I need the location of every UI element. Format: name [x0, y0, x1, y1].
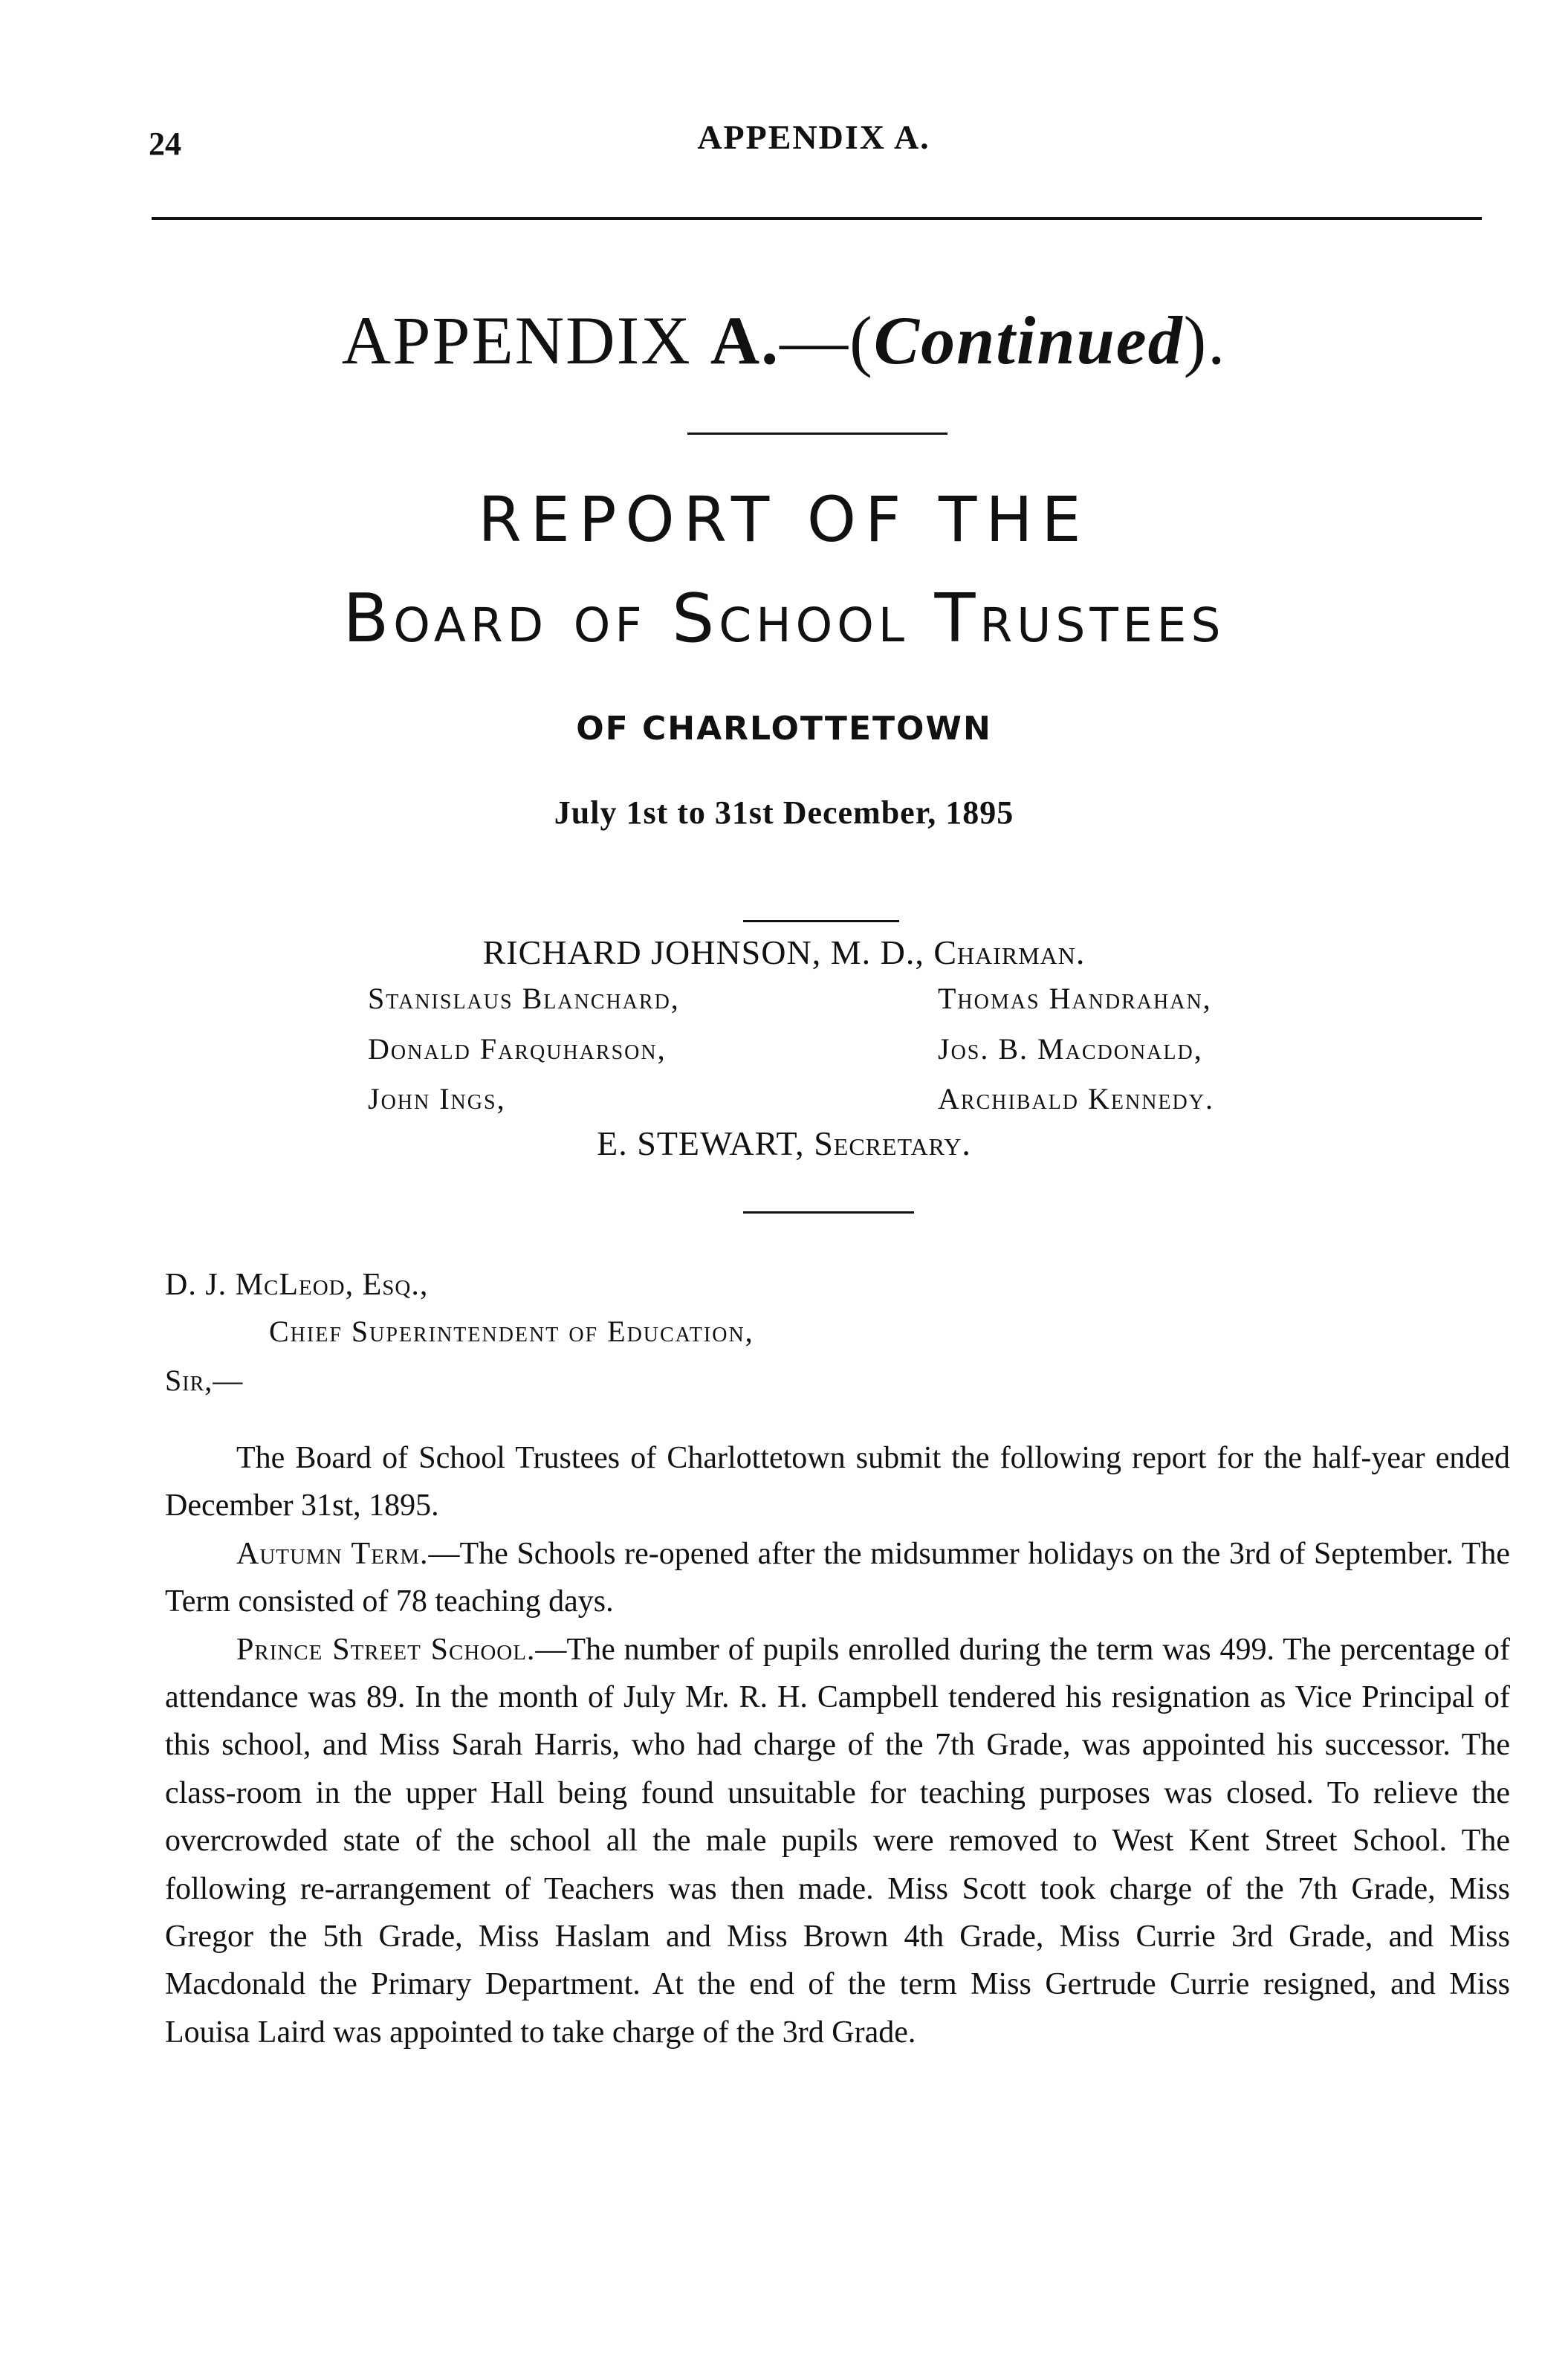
- report-title-line-1: REPORT OF THE: [478, 483, 1090, 556]
- salutation: Sir,—: [165, 1364, 244, 1397]
- appendix-letter: A.: [710, 302, 780, 378]
- paragraph-lead: Prince Street School.: [236, 1632, 536, 1667]
- report-body: [165, 1434, 1510, 2056]
- appendix-dash: —(: [780, 302, 874, 378]
- continued-label: Continued: [873, 302, 1184, 378]
- chairman-line: [0, 933, 1568, 972]
- recipient-name: D. J. McLeod, Esq.,: [165, 1268, 429, 1302]
- secretary-name: E. STEWART,: [597, 1124, 814, 1162]
- divider-rule: [687, 433, 947, 435]
- board-member: Thomas Handrahan,: [938, 982, 1212, 1015]
- board-member: John Ings,: [368, 1082, 506, 1115]
- secretary-title: Secretary.: [814, 1124, 971, 1162]
- secretary-line: [0, 1124, 1568, 1163]
- recipient-office: Chief Superintendent of Education,: [269, 1315, 754, 1348]
- header-rule: [152, 217, 1482, 220]
- report-title-line-3: OF CHARLOTTETOWN: [576, 710, 992, 748]
- appendix-prefix: APPENDIX: [341, 302, 710, 378]
- appendix-title: [0, 301, 1568, 380]
- divider-rule: [743, 920, 899, 922]
- running-head: APPENDIX A.: [697, 118, 930, 156]
- board-member: Jos. B. Macdonald,: [938, 1032, 1203, 1066]
- appendix-close: ).: [1183, 302, 1227, 378]
- paragraph-text: —The number of pupils enrolled during the term was 499. The percentage of attendance was 89. In the month of July Mr. R. H. Campbell tendered his resignation as Vice Principal of this school, and Miss Sarah Harris, who had charge of the 7th Grade, was appointed his successor. The class-room in the upper Hall being found unsuitable for teaching purposes was closed. To relieve the overcrowded state of the school all the male pupils were removed to West Kent Street School. The following re-arrangement of Teachers was then made. Miss Scott took charge of the 7th Grade, Miss Gregor the 5th Grade, Miss Haslam and Miss Brown 4th Grade, Miss Currie 3rd Grade, and Miss Macdonald the Primary Department. At the end of the term Miss Gertrude Currie resigned, and Miss Louisa Laird was appointed to take charge of the 3rd Grade.: [165, 1632, 1510, 2050]
- paragraph-autumn-term: [165, 1530, 1510, 1626]
- report-title-line-2: Board of School Trustees: [343, 580, 1225, 658]
- paragraph-lead: Autumn Term.: [236, 1536, 429, 1571]
- divider-rule: [743, 1211, 914, 1214]
- chairman-title: Chairman.: [933, 933, 1086, 971]
- paragraph-intro: The Board of School Trustees of Charlottetown submit the following report for the half-year ended December 31st, 1895.: [165, 1441, 1510, 1523]
- paragraph-text: —The Schools re-opened after the midsummer holidays on the 3rd of September. The Term consisted of 78 teaching days.: [165, 1536, 1511, 1619]
- board-member: Archibald Kennedy.: [938, 1082, 1214, 1115]
- board-member: Stanislaus Blanchard,: [368, 982, 680, 1015]
- report-dates: July 1st to 31st December, 1895: [554, 794, 1014, 831]
- page-number: 24: [149, 126, 181, 162]
- paragraph-prince-street: [165, 1626, 1510, 2057]
- chairman-name: RICHARD JOHNSON, M. D.,: [482, 933, 934, 971]
- board-member: Donald Farquharson,: [368, 1032, 667, 1066]
